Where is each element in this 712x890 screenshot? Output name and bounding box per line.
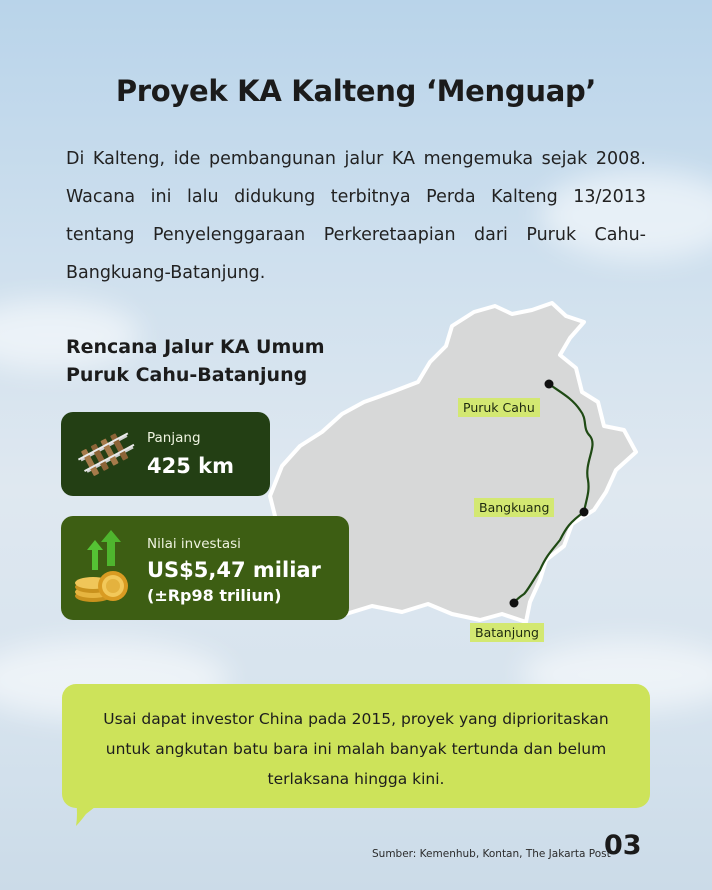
investment-card xyxy=(61,516,349,620)
length-card xyxy=(61,412,270,496)
railway-track-icon xyxy=(73,426,139,482)
investment-rupiah-value: (±Rp98 triliun) xyxy=(147,586,282,605)
investment-value: US$5,47 miliar xyxy=(147,558,321,582)
source-note: Sumber: Kemenhub, Kontan, The Jakarta Post xyxy=(372,848,611,860)
length-value: 425 km xyxy=(147,454,234,478)
station-label-puruk-cahu: Puruk Cahu xyxy=(458,398,540,417)
section-title-line: Rencana Jalur KA Umum xyxy=(66,336,325,358)
section-title xyxy=(66,333,366,389)
investment-label: Nilai investasi xyxy=(147,536,241,552)
page-number: 03 xyxy=(604,830,642,861)
station-label-bangkuang: Bangkuang xyxy=(474,498,554,517)
length-label: Panjang xyxy=(147,430,201,446)
station-marker-puruk-cahu xyxy=(545,380,554,389)
intro-paragraph: Di Kalteng, ide pembangunan jalur KA mengemuka sejak 2008. Wacana ini lalu didukung terbitnya Perda Kalteng 13/2013 tentang Penyelenggaraan Perkeretaapian dari Puruk Cahu-Bangkuang-Batanjung. xyxy=(66,149,646,283)
section-title-line: Puruk Cahu-Batanjung xyxy=(66,364,308,386)
callout-text: Usai dapat investor China pada 2015, proyek yang diprioritaskan untuk angkutan batu bara ini malah banyak tertunda dan belum terlaksana hingga kini. xyxy=(103,710,609,788)
station-marker-bangkuang xyxy=(580,508,589,517)
coins-growth-icon xyxy=(73,530,137,606)
station-label-batanjung: Batanjung xyxy=(470,623,544,642)
callout-box xyxy=(62,684,650,808)
page-title: Proyek KA Kalteng ‘Menguap’ xyxy=(115,74,597,108)
station-marker-batanjung xyxy=(510,599,519,608)
